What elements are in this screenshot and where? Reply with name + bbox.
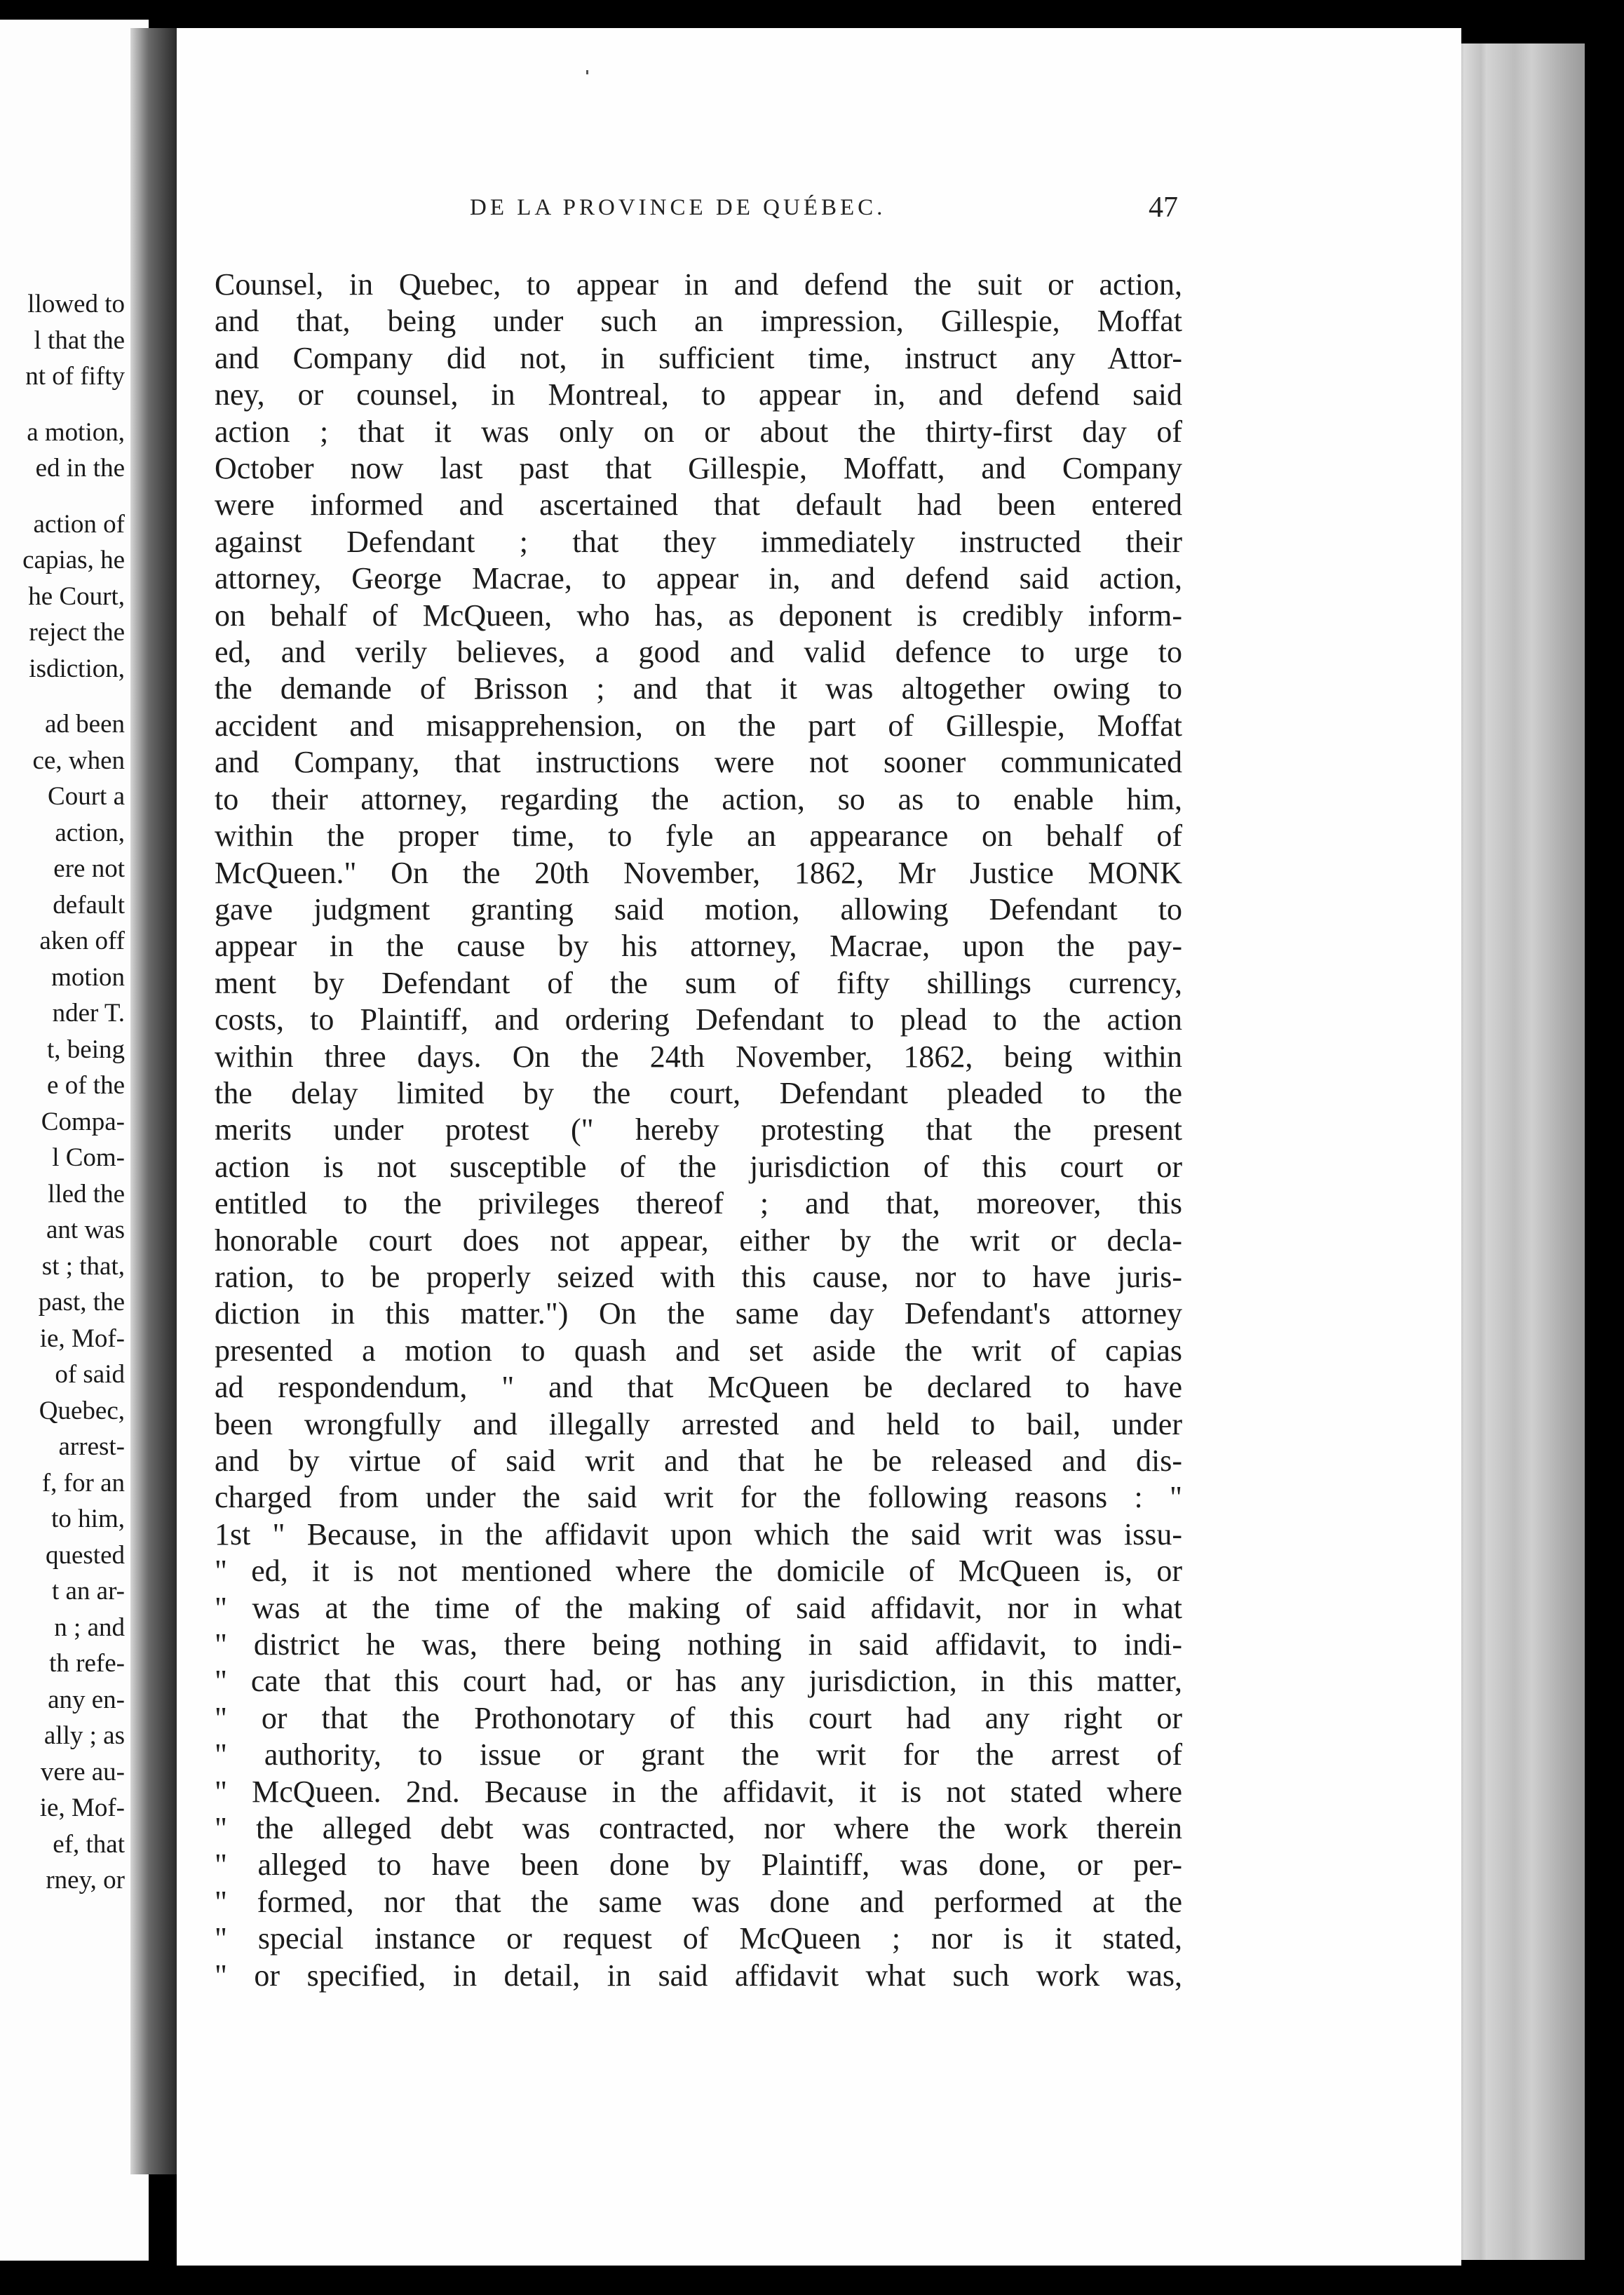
- previous-page-line: ad been: [44, 710, 125, 739]
- body-line: within three days. On the 24th November, 1862, being within: [215, 1039, 1182, 1074]
- previous-page-line: past, the: [38, 1288, 125, 1317]
- body-line: McQueen." On the 20th November, 1862, Mr Justice MONK: [215, 855, 1182, 890]
- previous-page-line: e of the: [47, 1071, 125, 1100]
- previous-page-line: f, for an: [41, 1468, 125, 1498]
- previous-page-line: action,: [55, 818, 125, 847]
- previous-page-line: of said: [55, 1360, 125, 1389]
- previous-page-fragment: [0, 20, 149, 2261]
- body-line: " the alleged debt was contracted, nor where the work therein: [215, 1811, 1182, 1846]
- previous-page-line: vere au-: [40, 1757, 125, 1786]
- previous-page-line: any en-: [48, 1685, 125, 1714]
- body-line: " or that the Prothonotary of this court had any right or: [215, 1700, 1182, 1735]
- previous-page-line: he Court,: [28, 581, 125, 611]
- body-line: and by virtue of said writ and that he be released and dis-: [215, 1443, 1182, 1478]
- body-line: appear in the cause by his attorney, Macrae, upon the pay-: [215, 929, 1182, 964]
- page-edges-stack: [1444, 43, 1585, 2260]
- body-line: the delay limited by the court, Defendant pleaded to the: [215, 1075, 1182, 1110]
- previous-page-line: to him,: [51, 1505, 125, 1533]
- body-line: on behalf of McQueen, who has, as deponent is credibly inform-: [215, 598, 1182, 633]
- body-text: [215, 267, 1182, 1994]
- body-line: ney, or counsel, in Montreal, to appear in, and defend said: [215, 377, 1182, 412]
- body-line: " formed, nor that the same was done and performed at the: [215, 1884, 1182, 1919]
- body-line: and Company did not, in sufficient time, instruct any Attor-: [215, 340, 1182, 375]
- body-line: " cate that this court had, or has any jurisdiction, in this matter,: [215, 1664, 1182, 1699]
- body-line: were informed and ascertained that default had been entered: [215, 487, 1182, 523]
- previous-page-line: ed in the: [35, 454, 125, 483]
- body-line: ration, to be properly seized with this cause, nor to have juris-: [215, 1259, 1182, 1294]
- previous-page-line: ce, when: [32, 746, 125, 775]
- body-line: presented a motion to quash and set aside the writ of capias: [215, 1333, 1182, 1368]
- body-line: action ; that it was only on or about the thirty-first day of: [215, 414, 1182, 449]
- body-line: " authority, to issue or grant the writ for the arrest of: [215, 1737, 1182, 1772]
- previous-page-line: default: [53, 890, 125, 920]
- previous-page-line: nt of fifty: [25, 362, 125, 391]
- body-line: " district he was, there being nothing in said affidavit, to indi-: [215, 1627, 1182, 1662]
- previous-page-line: t an ar-: [51, 1577, 125, 1606]
- body-line: the demande of Brisson ; and that it was altogether owing to: [215, 671, 1182, 706]
- previous-page-text: [0, 286, 125, 1899]
- body-line: " was at the time of the making of said affidavit, nor in what: [215, 1590, 1182, 1625]
- previous-page-line: action of: [33, 509, 125, 539]
- body-line: October now last past that Gillespie, Moffatt, and Company: [215, 451, 1182, 486]
- body-line: to their attorney, regarding the action, so as to enable him,: [215, 781, 1182, 816]
- body-line: " ed, it is not mentioned where the domicile of McQueen is, or: [215, 1554, 1182, 1589]
- previous-page-line: reject the: [29, 618, 125, 647]
- previous-page-line: motion: [51, 962, 125, 992]
- previous-page-line: ie, Mof-: [39, 1793, 125, 1822]
- previous-page-line: ie, Mof-: [39, 1324, 125, 1353]
- previous-page-line: a motion,: [27, 417, 125, 447]
- running-head: DE LA PROVINCE DE QUÉBEC.: [470, 195, 886, 220]
- previous-page-line: ef, that: [53, 1829, 125, 1859]
- body-line: ment by Defendant of the sum of fifty shillings currency,: [215, 965, 1182, 1000]
- paragraph-gap: [0, 487, 125, 506]
- previous-page-line: arrest-: [58, 1432, 125, 1461]
- body-line: costs, to Plaintiff, and ordering Defendant to plead to the action: [215, 1002, 1182, 1037]
- body-line: ed, and verily believes, a good and valid defence to urge to: [215, 635, 1182, 670]
- previous-page-line: isdiction,: [29, 654, 125, 683]
- body-line: honorable court does not appear, either by the writ or decla-: [215, 1223, 1182, 1258]
- body-line: charged from under the said writ for the following reasons : ": [215, 1480, 1182, 1515]
- body-line: merits under protest (" hereby protesting that the present: [215, 1112, 1182, 1148]
- body-line: and Company, that instructions were not sooner communicated: [215, 745, 1182, 780]
- previous-page-line: l that the: [34, 325, 125, 355]
- previous-page-line: aken off: [39, 927, 125, 955]
- paragraph-gap: [0, 687, 125, 706]
- body-line: Counsel, in Quebec, to appear in and defend the suit or action,: [215, 267, 1182, 302]
- previous-page-line: Compa-: [41, 1107, 125, 1136]
- previous-page-line: n ; and: [54, 1613, 125, 1642]
- body-line: been wrongfully and illegally arrested and held to bail, under: [215, 1406, 1182, 1441]
- previous-page-line: t, being: [47, 1035, 125, 1064]
- body-line: action is not susceptible of the jurisdiction of this court or: [215, 1149, 1182, 1184]
- paragraph-gap: [0, 395, 125, 415]
- previous-page-line: Quebec,: [39, 1396, 125, 1425]
- body-line: " or specified, in detail, in said affidavit what such work was,: [215, 1958, 1182, 1993]
- body-line: " alleged to have been done by Plaintiff, was done, or per-: [215, 1848, 1182, 1883]
- body-line: diction in this matter.") On the same day Defendant's attorney: [215, 1296, 1182, 1331]
- body-line: " special instance or request of McQueen ; nor is it stated,: [215, 1921, 1182, 1956]
- previous-page-line: nder T.: [52, 999, 125, 1028]
- body-line: within the proper time, to fyle an appearance on behalf of: [215, 819, 1182, 854]
- paper-speck: [586, 70, 588, 74]
- previous-page-line: quested: [45, 1540, 125, 1570]
- previous-page-line: llowed to: [27, 290, 125, 318]
- page-number: 47: [1149, 191, 1178, 224]
- previous-page-line: st ; that,: [41, 1251, 125, 1281]
- body-line: 1st " Because, in the affidavit upon which the said writ was issu-: [215, 1516, 1182, 1552]
- body-line: gave judgment granting said motion, allowing Defendant to: [215, 891, 1182, 927]
- body-line: attorney, George Macrae, to appear in, and defend said action,: [215, 561, 1182, 596]
- body-line: and that, being under such an impression, Gillespie, Moffat: [215, 304, 1182, 339]
- body-line: " McQueen. 2nd. Because in the affidavit, it is not stated where: [215, 1774, 1182, 1809]
- book-gutter-shadow: [130, 28, 182, 2174]
- body-line: ad respondendum, " and that McQueen be declared to have: [215, 1370, 1182, 1405]
- body-line: accident and misapprehension, on the part of Gillespie, Moffat: [215, 708, 1182, 743]
- body-line: entitled to the privileges thereof ; and that, moreover, this: [215, 1186, 1182, 1221]
- previous-page-line: lled the: [48, 1179, 125, 1209]
- previous-page-line: ally ; as: [43, 1721, 125, 1750]
- body-line: against Defendant ; that they immediately instructed their: [215, 524, 1182, 559]
- previous-page-line: ere not: [53, 854, 125, 883]
- previous-page-line: rney, or: [46, 1866, 125, 1894]
- previous-page-line: Court a: [48, 782, 125, 811]
- previous-page-line: ant was: [46, 1216, 125, 1244]
- previous-page-line: l Com-: [52, 1143, 125, 1172]
- previous-page-line: capias, he: [22, 546, 125, 574]
- previous-page-line: th refe-: [49, 1649, 125, 1678]
